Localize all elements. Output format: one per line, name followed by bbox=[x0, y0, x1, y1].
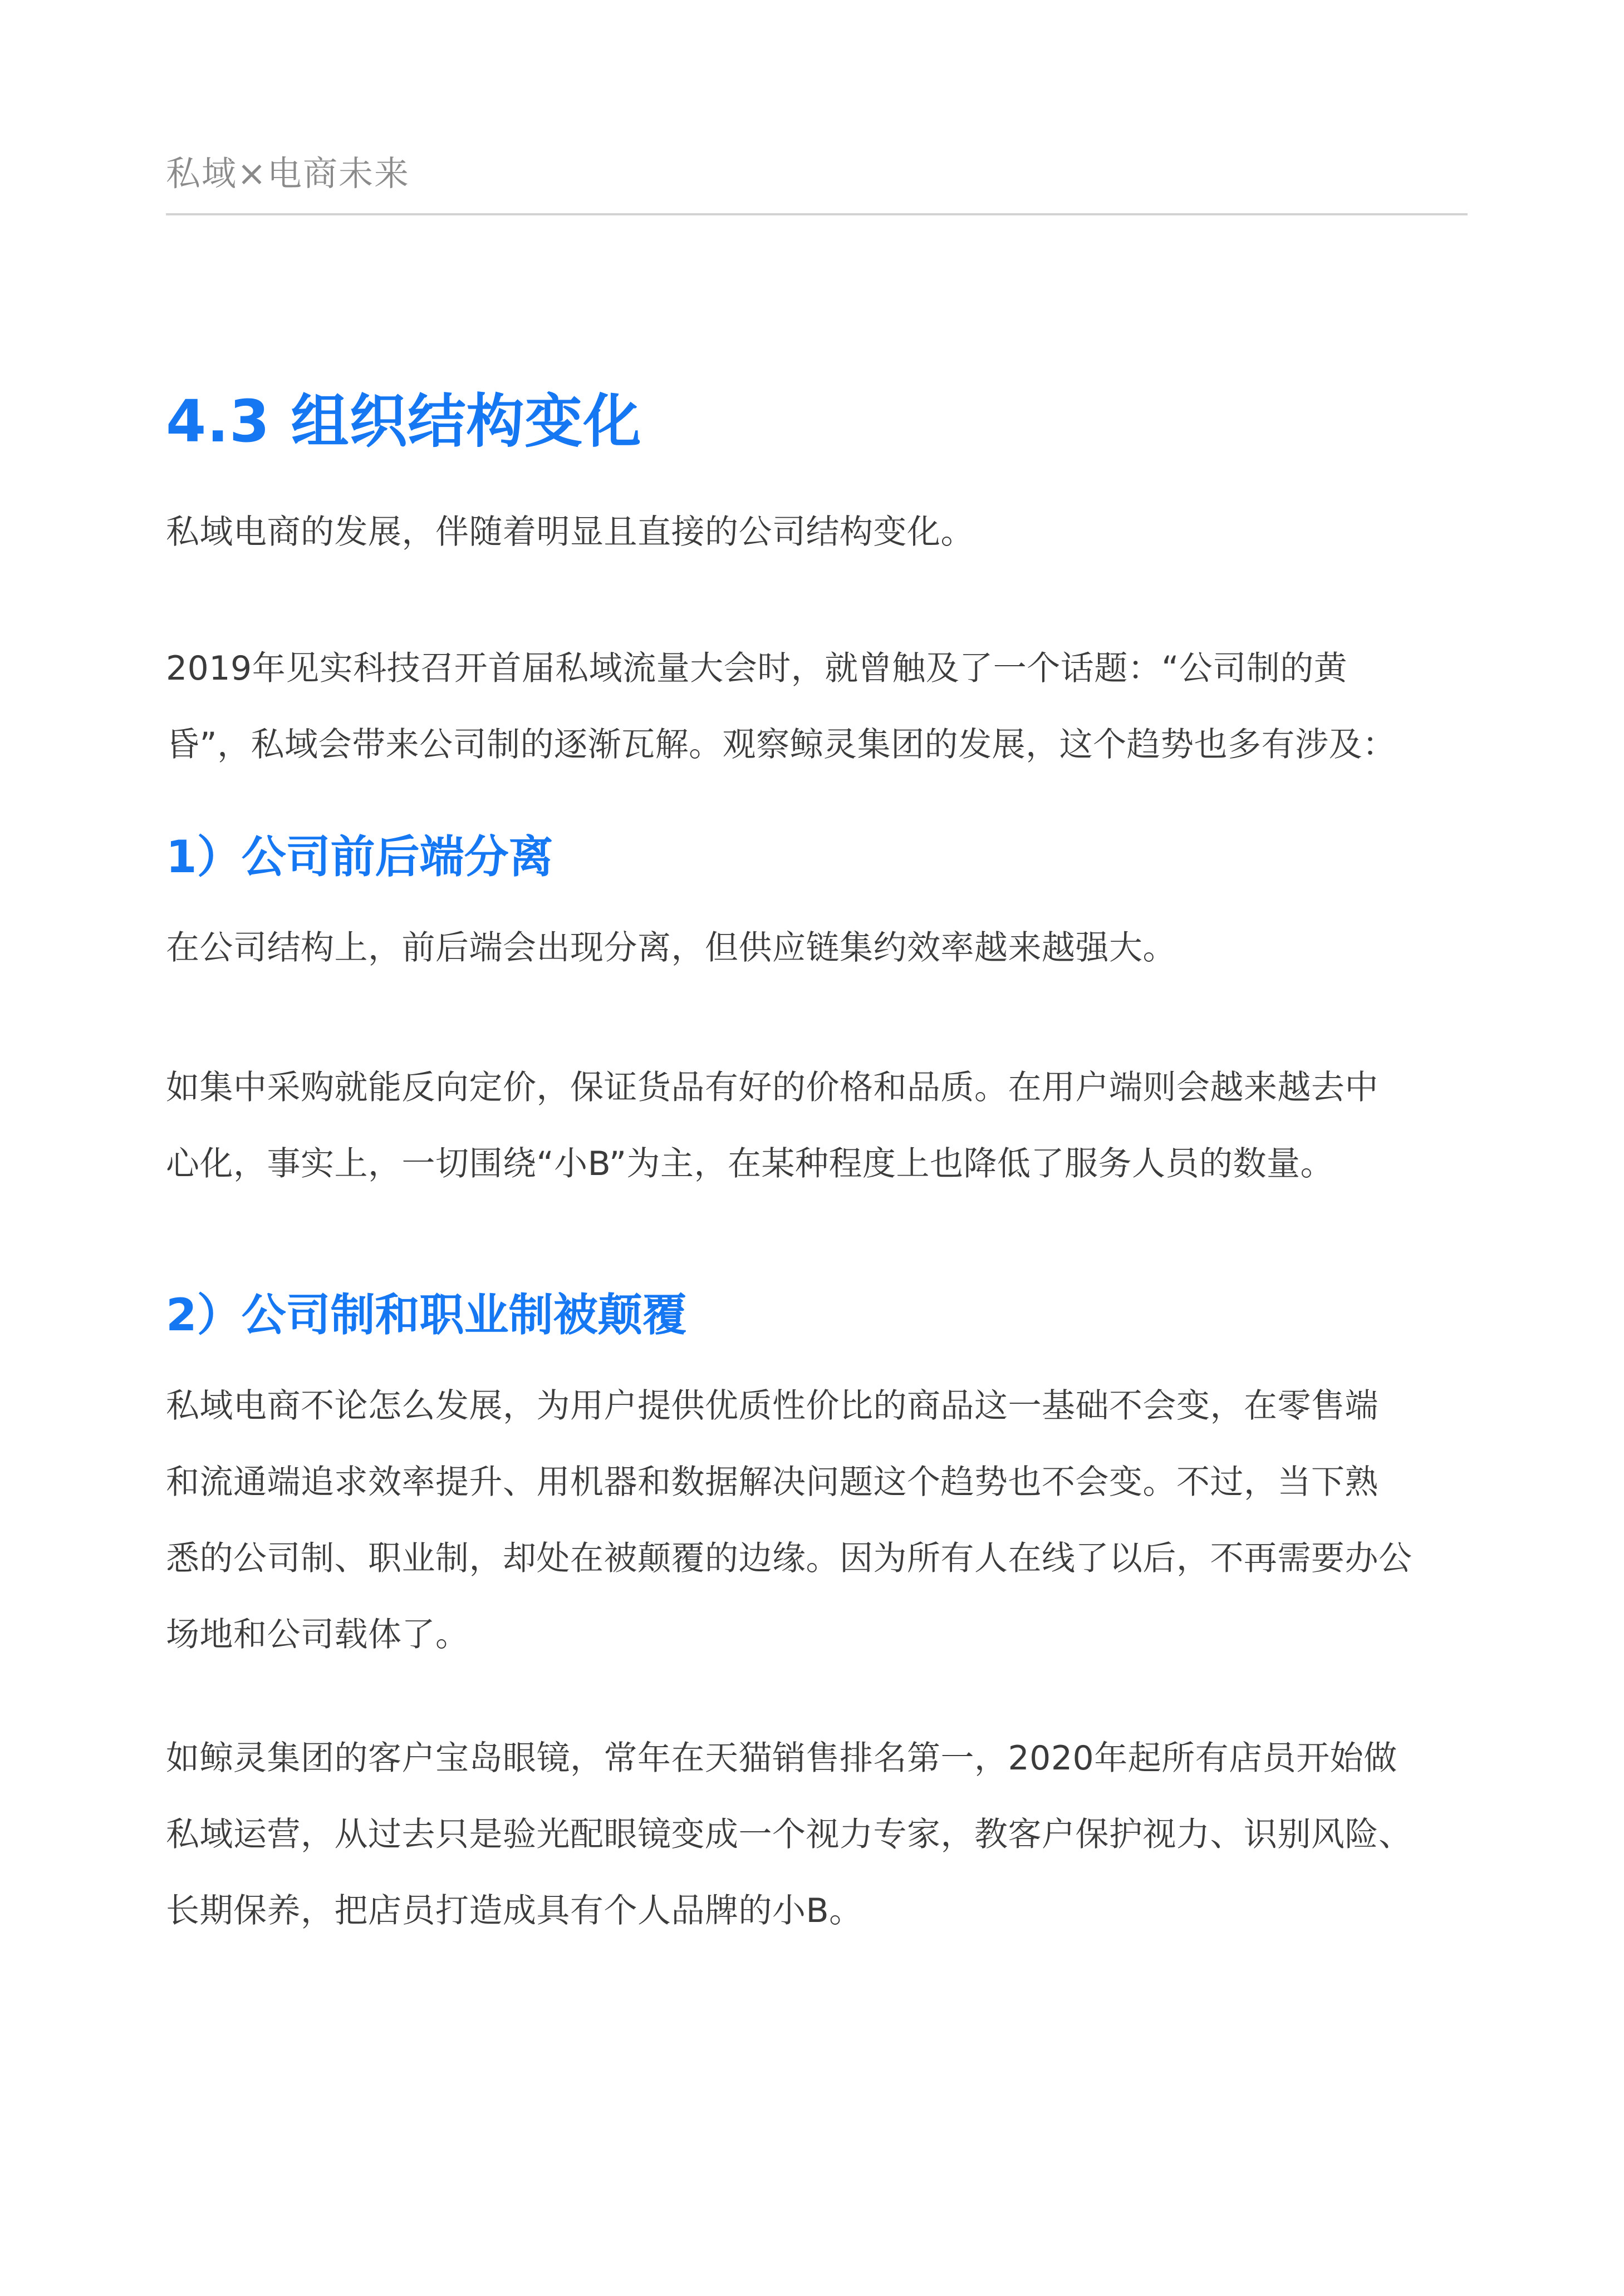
sub2-paragraph-2 bbox=[166, 1720, 1468, 1949]
text-line: 私域电商不论怎么发展，为用户提供优质性价比的商品这一基础不会变，在零售端 bbox=[166, 1387, 1378, 1425]
text-line: 场地和公司载体了。 bbox=[166, 1615, 469, 1654]
text-line: 昏”，私域会带来公司制的逐渐瓦解。观察鲸灵集团的发展，这个趋势也多有涉及： bbox=[166, 725, 1396, 764]
text-line: 在公司结构上，前后端会出现分离，但供应链集约效率越来越强大。 bbox=[166, 928, 1176, 967]
running-header: 私域×电商未来 bbox=[166, 153, 410, 194]
subheading-2: 2）公司制和职业制被颠覆 bbox=[166, 1289, 687, 1341]
text-line: 心化，事实上，一切围绕“小B”为主，在某种程度上也降低了服务人员的数量。 bbox=[166, 1144, 1334, 1183]
text-line: 私域运营，从过去只是验光配眼镜变成一个视力专家，教客户保护视力、识别风险、 bbox=[166, 1815, 1412, 1854]
sub1-paragraph-2 bbox=[166, 1050, 1468, 1202]
section-title: 4.3 组织结构变化 bbox=[166, 387, 642, 455]
subheading-1: 1）公司前后端分离 bbox=[166, 831, 553, 883]
text-line: 悉的公司制、职业制，却处在被颠覆的边缘。因为所有人在线了以后，不再需要办公 bbox=[166, 1539, 1412, 1578]
text-line: 长期保养，把店员打造成具有个人品牌的小B。 bbox=[166, 1891, 863, 1930]
text-line: 2019年见实科技召开首届私域流量大会时，就曾触及了一个话题：“公司制的黄 bbox=[166, 649, 1348, 688]
text-line: 私域电商的发展，伴随着明显且直接的公司结构变化。 bbox=[166, 513, 974, 552]
header-divider bbox=[166, 213, 1468, 215]
text-line: 和流通端追求效率提升、用机器和数据解决问题这个趋势也不会变。不过，当下熟 bbox=[166, 1463, 1378, 1502]
intro-paragraph-1 bbox=[166, 494, 1468, 571]
text-line: 如鲸灵集团的客户宝岛眼镜，常年在天猫销售排名第一，2020年起所有店员开始做 bbox=[166, 1739, 1397, 1778]
sub2-paragraph-1 bbox=[166, 1368, 1468, 1673]
sub1-paragraph-1 bbox=[166, 910, 1468, 986]
intro-paragraph-2 bbox=[166, 631, 1468, 783]
text-line: 如集中采购就能反向定价，保证货品有好的价格和品质。在用户端则会越来越去中 bbox=[166, 1068, 1378, 1107]
